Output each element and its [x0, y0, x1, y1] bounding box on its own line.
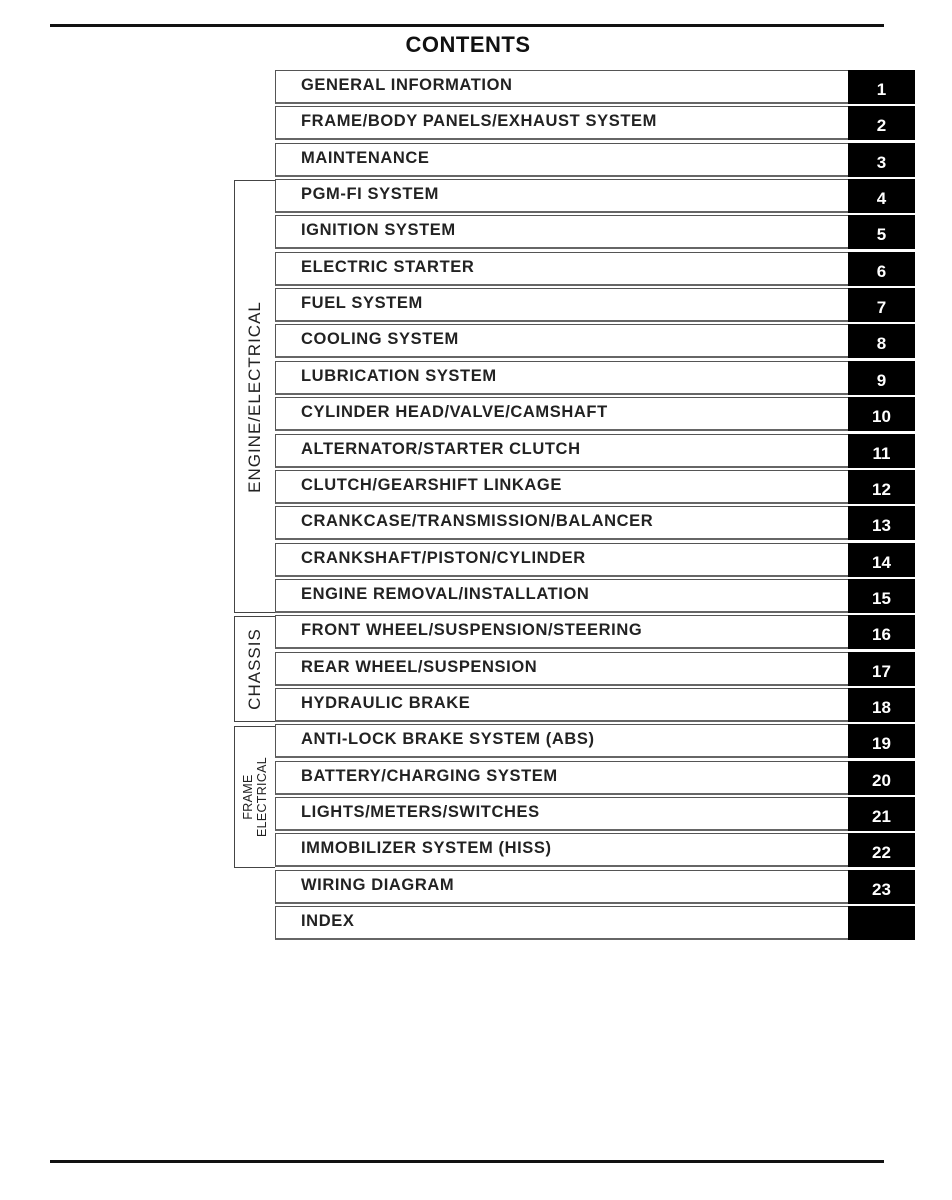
- section-label: BATTERY/CHARGING SYSTEM: [301, 766, 558, 785]
- section-number-tab[interactable]: 18: [848, 688, 915, 722]
- group-label-engine-electrical: ENGINE/ELECTRICAL: [245, 300, 264, 493]
- section-label: HYDRAULIC BRAKE: [301, 693, 471, 712]
- section-number-tab[interactable]: 4: [848, 179, 915, 213]
- section-link[interactable]: [275, 506, 915, 539]
- section-number-tab[interactable]: 20: [848, 761, 915, 795]
- section-link[interactable]: [275, 252, 915, 285]
- section-box: [275, 906, 849, 940]
- section-link[interactable]: [275, 434, 915, 467]
- section-label: CYLINDER HEAD/VALVE/CAMSHAFT: [301, 403, 608, 422]
- section-label: IMMOBILIZER SYSTEM (HISS): [301, 839, 552, 858]
- section-link[interactable]: [275, 143, 915, 176]
- section-number-tab[interactable]: 17: [848, 652, 915, 686]
- section-link[interactable]: [275, 106, 915, 139]
- top-rule: [50, 24, 884, 27]
- section-number-tab[interactable]: 2: [848, 106, 915, 140]
- section-number-tab[interactable]: 11: [848, 434, 915, 468]
- group-label-frame-electrical: [241, 757, 269, 837]
- section-number-tab[interactable]: 3: [848, 143, 915, 177]
- section-label: COOLING SYSTEM: [301, 330, 459, 349]
- group-label-line2: ELECTRICAL: [255, 756, 269, 838]
- group-chassis: [234, 616, 275, 722]
- section-number-tab[interactable]: 7: [848, 288, 915, 322]
- section-number-tab[interactable]: 13: [848, 506, 915, 540]
- section-label: ANTI-LOCK BRAKE SYSTEM (ABS): [301, 730, 595, 749]
- section-link[interactable]: [275, 579, 915, 612]
- section-label: FRAME/BODY PANELS/EXHAUST SYSTEM: [301, 112, 657, 131]
- section-number-tab[interactable]: 8: [848, 324, 915, 358]
- group-label-line1: FRAME: [241, 774, 255, 820]
- section-link[interactable]: [275, 761, 915, 794]
- section-label: ELECTRIC STARTER: [301, 257, 475, 276]
- section-link[interactable]: [275, 833, 915, 866]
- section-link[interactable]: [275, 470, 915, 503]
- section-number-tab[interactable]: 1: [848, 70, 915, 104]
- section-label: CLUTCH/GEARSHIFT LINKAGE: [301, 475, 562, 494]
- section-number-tab[interactable]: 14: [848, 543, 915, 577]
- section-label: MAINTENANCE: [301, 148, 430, 167]
- bottom-rule: [50, 1160, 884, 1163]
- section-number-tab[interactable]: 22: [848, 833, 915, 867]
- group-frame-electrical: [234, 726, 275, 868]
- section-link[interactable]: [275, 870, 915, 903]
- section-label: LUBRICATION SYSTEM: [301, 366, 497, 385]
- section-number-tab[interactable]: 10: [848, 397, 915, 431]
- section-number-tab[interactable]: 5: [848, 215, 915, 249]
- section-label: CRANKCASE/TRANSMISSION/BALANCER: [301, 512, 654, 531]
- section-link[interactable]: [275, 797, 915, 830]
- section-link[interactable]: [275, 688, 915, 721]
- section-label: FUEL SYSTEM: [301, 294, 423, 313]
- section-number-tab[interactable]: 16: [848, 615, 915, 649]
- section-link[interactable]: [275, 215, 915, 248]
- section-number-tab[interactable]: 6: [848, 252, 915, 286]
- section-label: WIRING DIAGRAM: [301, 875, 455, 894]
- section-link[interactable]: [275, 652, 915, 685]
- section-number-tab[interactable]: 19: [848, 724, 915, 758]
- page-title: CONTENTS: [405, 32, 531, 57]
- section-number-tab[interactable]: 21: [848, 797, 915, 831]
- section-link[interactable]: [275, 543, 915, 576]
- section-label: PGM-FI SYSTEM: [301, 185, 439, 204]
- section-link[interactable]: [275, 324, 915, 357]
- section-label: LIGHTS/METERS/SWITCHES: [301, 803, 540, 821]
- section-link[interactable]: [275, 397, 915, 430]
- section-label: CRANKSHAFT/PISTON/CYLINDER: [301, 548, 586, 567]
- section-number-tab[interactable]: 9: [848, 361, 915, 395]
- section-link[interactable]: [275, 288, 915, 321]
- section-link[interactable]: [275, 906, 915, 939]
- section-label: ALTERNATOR/STARTER CLUTCH: [301, 439, 581, 458]
- section-number-tab[interactable]: 23: [848, 870, 915, 904]
- section-label: FRONT WHEEL/SUSPENSION/STEERING: [301, 621, 643, 640]
- section-label: GENERAL INFORMATION: [301, 76, 513, 94]
- section-link[interactable]: [275, 615, 915, 648]
- section-label: INDEX: [301, 912, 355, 931]
- section-number-tab[interactable]: 15: [848, 579, 915, 613]
- section-link[interactable]: [275, 724, 915, 757]
- group-label-chassis: CHASSIS: [245, 628, 264, 710]
- section-number-tab[interactable]: 12: [848, 470, 915, 504]
- section-link[interactable]: [275, 361, 915, 394]
- section-link[interactable]: [275, 70, 915, 103]
- section-label: IGNITION SYSTEM: [301, 221, 456, 240]
- group-engine-electrical: [234, 180, 275, 613]
- section-link[interactable]: [275, 179, 915, 212]
- section-number-tab[interactable]: [848, 906, 915, 940]
- section-label: ENGINE REMOVAL/INSTALLATION: [301, 584, 590, 603]
- section-label: REAR WHEEL/SUSPENSION: [301, 657, 538, 676]
